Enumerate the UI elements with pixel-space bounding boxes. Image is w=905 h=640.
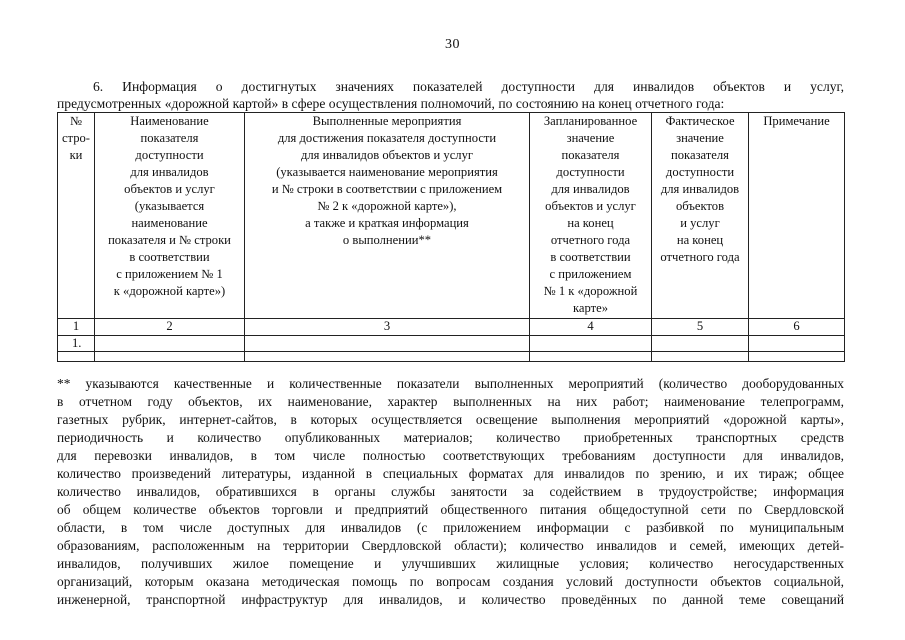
- footnote-line: об общем количестве объектов торговли и предприятий общественного питания общедоступной сети по Свердловской: [57, 502, 844, 517]
- table-cell: [58, 352, 95, 362]
- header-text-line: в соответствии: [550, 250, 631, 264]
- header-text-line: № 2 к «дорожной карте»),: [317, 199, 457, 213]
- header-text-line: и № строки в соответствии с приложением: [271, 182, 503, 196]
- table-cell: [749, 352, 845, 362]
- header-text-line: наименование: [131, 216, 208, 230]
- footnote-line: образованиям, расположенным на территории Свердловской области); количество инвалидов и семей, имеющих детей-: [57, 538, 844, 553]
- table-cell: [245, 336, 530, 352]
- heading-line-1: 6. Информация о достигнутых значениях показателей доступности для инвалидов объектов и услуг,: [93, 79, 844, 94]
- table-cell: [95, 336, 245, 352]
- accessibility-indicators-table: [57, 112, 845, 362]
- header-text-line: стро-: [61, 131, 91, 145]
- header-text-line: в соответствии: [129, 250, 210, 264]
- header-text-line: карте»: [572, 301, 609, 315]
- footnote-line: периодичность и количество опубликованных материалов; количество приобретенных транспортных средств: [57, 430, 844, 445]
- header-text-line: значение: [566, 131, 615, 145]
- header-text-line: (указывается наименование мероприятия: [276, 165, 498, 179]
- footnote-line: области, в том числе доступных для инвалидов (с приложением информации с разбивкой по муниципальным: [57, 520, 844, 535]
- header-text-line: объектов и услуг: [124, 182, 215, 196]
- header-text-line: на конец: [676, 233, 724, 247]
- header-row-number: [58, 113, 95, 319]
- header-text-line: отчетного года: [660, 250, 740, 264]
- header-text-line: показателя: [561, 148, 620, 162]
- header-text-line: доступности: [135, 148, 204, 162]
- header-text-line: № 1 к «дорожной: [543, 284, 638, 298]
- table-header-row: [58, 113, 845, 319]
- header-text-line: Запланированное: [543, 114, 638, 128]
- header-note: [749, 113, 845, 319]
- column-number-cell: 4: [530, 319, 652, 336]
- header-indicator-name: [95, 113, 245, 319]
- footnote-line: инженерной, транспортной инфраструктур для инвалидов, и количество проведённых по данной теме совещаний: [57, 592, 844, 607]
- header-text-line: для достижения показателя доступности: [277, 131, 497, 145]
- header-text-line: Выполненные мероприятия: [312, 114, 462, 128]
- column-number-cell: 3: [245, 319, 530, 336]
- header-actual-value: [652, 113, 749, 319]
- header-text-line: доступности: [665, 165, 735, 179]
- footnote-line: инвалидов, получивших жилое помещение и улучшивших жилищные условия; количество негосударственных: [57, 556, 844, 571]
- header-text-line: Фактическое: [665, 114, 735, 128]
- header-text-line: на конец: [567, 216, 614, 230]
- footnote-line: количество инвалидов, обратившихся в органы службы занятости за содействием в трудоустройстве; информация: [57, 484, 844, 499]
- header-text-line: и услуг: [680, 216, 720, 230]
- table-cell: [652, 336, 749, 352]
- page-number: 30: [445, 37, 460, 52]
- column-number-cell: 5: [652, 319, 749, 336]
- header-text-line: к «дорожной карте»): [113, 284, 226, 298]
- header-text-line: Примечание: [763, 114, 830, 128]
- header-text-line: №: [69, 114, 83, 128]
- header-text-line: доступности: [556, 165, 625, 179]
- table-cell: [749, 336, 845, 352]
- footnote-line: в отчетном году объектов, их наименование, характер выполненных на них работ; наименование телепрограмм,: [57, 394, 844, 409]
- header-text-line: для инвалидов: [551, 182, 630, 196]
- column-number-cell: 1: [58, 319, 95, 336]
- header-text-line: значение: [676, 131, 724, 145]
- header-text-line: объектов: [675, 199, 725, 213]
- header-text-line: (указывается: [134, 199, 205, 213]
- header-text-line: ки: [69, 148, 83, 162]
- header-text-line: о выполнении**: [342, 233, 432, 247]
- column-number-cell: 2: [95, 319, 245, 336]
- header-text-line: с приложением № 1: [116, 267, 223, 281]
- header-text-line: для инвалидов: [660, 182, 740, 196]
- header-completed-measures: [245, 113, 530, 319]
- header-text-line: а также и краткая информация: [305, 216, 469, 230]
- header-text-line: показателя: [671, 148, 729, 162]
- header-planned-value: [530, 113, 652, 319]
- table-cell: [652, 352, 749, 362]
- table-row: [58, 352, 845, 362]
- footnote-line: ** указываются качественные и количественные показатели выполненных мероприятий (количество дооборудованных: [57, 376, 844, 391]
- header-text-line: показателя: [140, 131, 199, 145]
- table-row: [58, 336, 845, 352]
- header-text-line: Наименование: [130, 114, 209, 128]
- heading-line-2: предусмотренных «дорожной картой» в сфере осуществления полномочий, по состоянию на конец отчетного года:: [57, 96, 725, 111]
- footnote-line: количество произведений литературы, изданной в специальных форматах для инвалидов по зрению, и их тираж; общее: [57, 466, 844, 481]
- footnote: [57, 375, 844, 609]
- column-number-cell: 6: [749, 319, 845, 336]
- header-text-line: показателя и № строки: [108, 233, 231, 247]
- column-number-row: [58, 319, 845, 336]
- footnote-line: организаций, которым оказана методическая помощь по вопросам создания условий доступности объектов социальной,: [57, 574, 844, 589]
- section-heading: [57, 78, 844, 112]
- header-text-line: объектов и услуг: [545, 199, 636, 213]
- table-cell: [530, 352, 652, 362]
- footnote-line: для перевозки инвалидов, в том числе полностью соответствующих требованиям доступности для инвалидов,: [57, 448, 844, 463]
- header-text-line: для инвалидов: [130, 165, 209, 179]
- header-text-line: для инвалидов объектов и услуг: [300, 148, 474, 162]
- footnote-line: газетных рубрик, интернет-сайтов, в которых осуществляется освещение выполнения мероприятий «дорожной карты»,: [57, 412, 844, 427]
- table-cell: [95, 352, 245, 362]
- header-text-line: с приложением: [549, 267, 632, 281]
- header-text-line: отчетного года: [550, 233, 631, 247]
- row-number-cell: 1.: [58, 336, 95, 352]
- table-cell: [530, 336, 652, 352]
- table-cell: [245, 352, 530, 362]
